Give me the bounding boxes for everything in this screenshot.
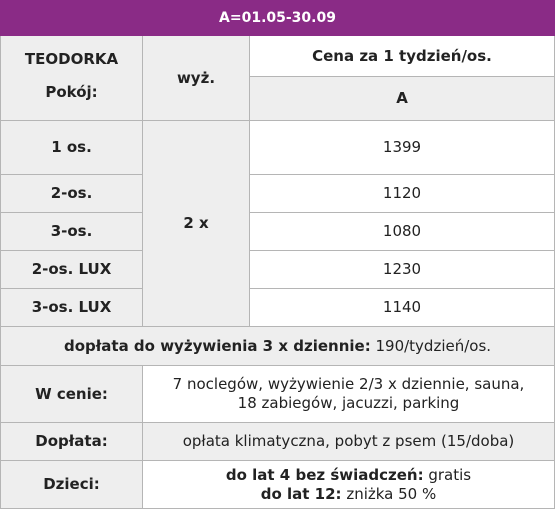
- children-line-1-value: gratis: [428, 465, 472, 484]
- room-price: 1230: [250, 251, 555, 289]
- season-label: A: [250, 77, 554, 120]
- room-name: 2-os. LUX: [1, 251, 143, 289]
- price-header-cell: [250, 36, 555, 121]
- board-label: wyż.: [143, 36, 250, 121]
- children-label: Dzieci:: [1, 461, 143, 509]
- extra-label: Dopłata:: [1, 423, 143, 461]
- room-name: 1 os.: [1, 121, 143, 175]
- children-line-2: [147, 485, 550, 504]
- room-price: 1080: [250, 213, 555, 251]
- children-row: [1, 461, 555, 509]
- meal-supplement-value: 190/tydzień/os.: [375, 336, 492, 355]
- extra-value: opłata klimatyczna, pobyt z psem (15/doba): [143, 423, 555, 461]
- room-row: [1, 213, 555, 251]
- room-row: [1, 289, 555, 327]
- room-name: 3-os.: [1, 213, 143, 251]
- room-row: [1, 121, 555, 175]
- room-price: 1140: [250, 289, 555, 327]
- children-line-2-value: zniżka 50 %: [346, 484, 437, 503]
- meal-supplement-row: [1, 327, 555, 366]
- season-title: A=01.05-30.09: [1, 1, 555, 36]
- room-row: [1, 251, 555, 289]
- room-name: 2-os.: [1, 175, 143, 213]
- included-label: W cenie:: [1, 366, 143, 423]
- children-cell: [143, 461, 555, 509]
- included-line-1: 7 noclegów, wyżywienie 2/3 x dziennie, sauna,: [172, 375, 525, 393]
- children-line-2-bold: do lat 12:: [260, 484, 342, 503]
- included-row: [1, 366, 555, 423]
- room-label: Pokój:: [45, 83, 98, 101]
- children-line-1-bold: do lat 4 bez świadczeń:: [225, 465, 424, 484]
- price-label: Cena za 1 tydzień/os.: [250, 36, 554, 77]
- header-hotel-cell: [1, 36, 143, 121]
- included-line-2: 18 zabiegów, jacuzzi, parking: [237, 394, 460, 412]
- room-name: 3-os. LUX: [1, 289, 143, 327]
- header-row: [1, 36, 555, 121]
- extra-row: [1, 423, 555, 461]
- included-cell: [143, 366, 555, 423]
- season-title-row: [1, 1, 555, 36]
- room-price: 1399: [250, 121, 555, 175]
- room-row: [1, 175, 555, 213]
- children-line-1: [147, 466, 550, 485]
- room-price: 1120: [250, 175, 555, 213]
- hotel-name: TEODORKA: [24, 50, 119, 68]
- meal-supplement-cell: [1, 327, 555, 366]
- meal-supplement-label: dopłata do wyżywienia 3 x dziennie:: [63, 336, 371, 355]
- board-value: 2 x: [143, 121, 250, 327]
